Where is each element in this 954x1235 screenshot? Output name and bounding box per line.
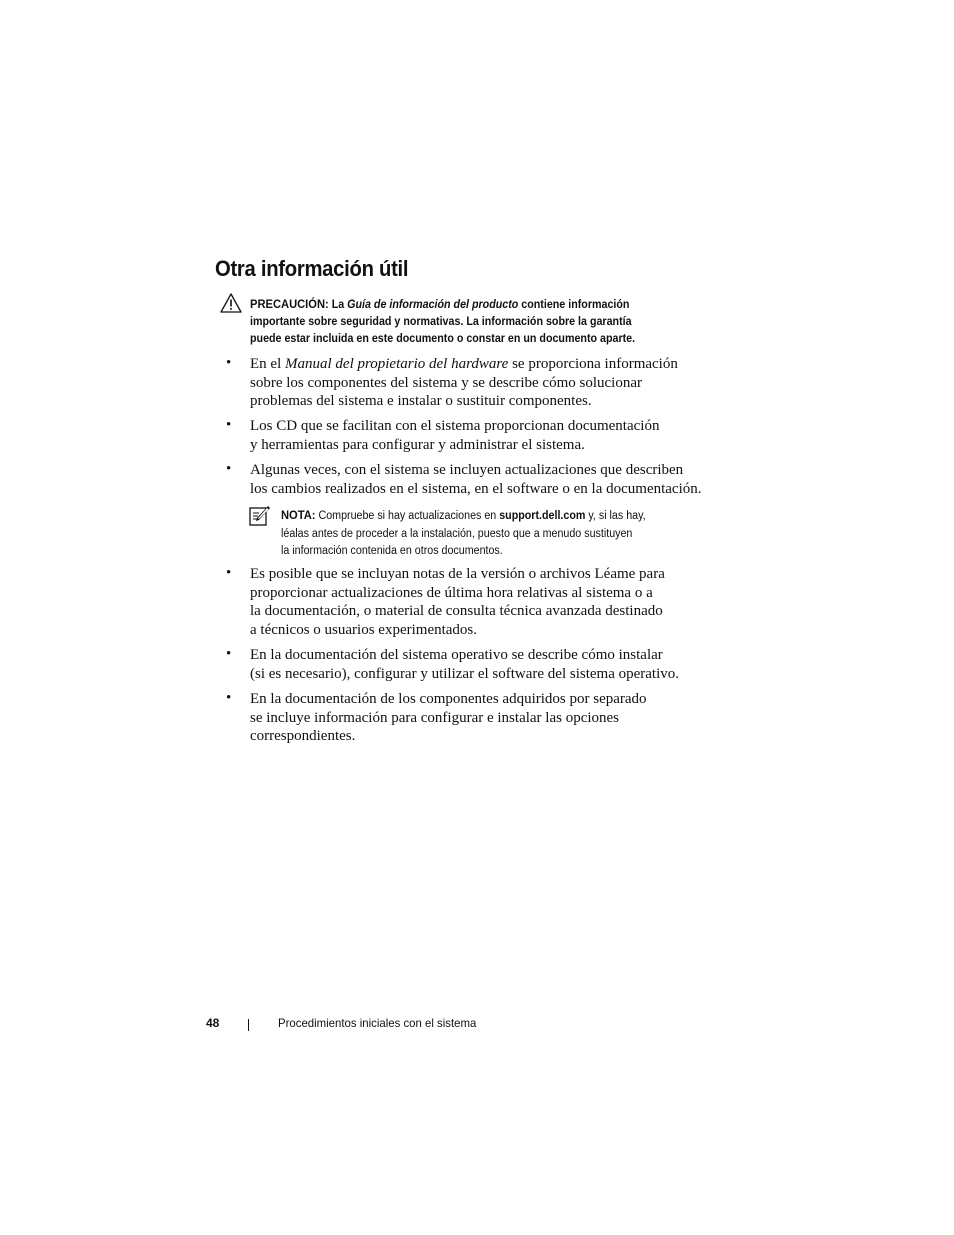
caution-line2: importante sobre seguridad y normativas. La información sobre la garantía [250,316,632,328]
bullet-symbol: • [226,646,232,662]
bullet-1-line3: problemas del sistema e instalar o sustituir componentes. [250,393,592,410]
bullet-2-line2: y herramientas para configurar y administrar el sistema. [250,436,585,453]
note-pencil-icon [249,505,271,527]
note-line1-post: y, si las hay, [585,510,646,522]
bullet-1-line1-post: se proporciona información [508,356,678,372]
bullet-3-line1: Algunas veces, con el sistema se incluyen actualizaciones que describen [250,462,684,478]
bullet-4-line1: Es posible que se incluyan notas de la versión o archivos Léame para [250,566,665,582]
list-item [250,690,730,746]
note-line3: la información contenida en otros documentos. [281,545,503,557]
bullet-5-line1: En la documentación del sistema operativo se describe cómo instalar [250,647,663,663]
footer-section-title: Procedimientos iniciales con el sistema [278,1016,477,1030]
caution-warning-icon [220,293,242,313]
support-link[interactable]: support.dell.com [499,510,586,522]
caution-italic-title: Guía de información del producto [347,299,519,311]
bullet-4-line2: proporcionar actualizaciones de última hora relativas al sistema o a [250,584,653,601]
note-line1-pre: Compruebe si hay actualizaciones en [315,510,500,522]
bullet-4-line3: la documentación, o material de consulta técnica avanzada destinado [250,603,663,620]
bullet-symbol: • [226,461,232,477]
bullet-4-line4: a técnicos o usuarios experimentados. [250,622,478,639]
bullet-1-line1-pre: En el [250,356,285,372]
list-item [250,461,730,498]
note-text [281,507,690,561]
caution-label: PRECAUCIÓN: [250,297,329,311]
caution-line1-rest: contiene información [518,299,630,311]
bullet-1-italic-title: Manual del propietario del hardware [285,356,509,372]
bullet-3-line2: los cambios realizados en el sistema, en el software o en la documentación. [250,480,702,497]
bullet-symbol: • [226,690,232,706]
caution-text [250,296,687,348]
note-label: NOTA: [281,508,316,522]
list-item [250,355,730,411]
list-item [250,565,730,640]
bullet-symbol: • [226,417,232,433]
bullet-symbol: • [226,355,232,371]
bullet-2-line1: Los CD que se facilitan con el sistema proporcionan documentación [250,418,660,434]
footer-separator [248,1019,249,1031]
bullet-6-line2: se incluye información para configurar e instalar las opciones [250,709,620,726]
list-item [250,646,730,683]
caution-line3: puede estar incluida en este documento o constar en un documento aparte. [250,333,636,345]
bullet-1-line2: sobre los componentes del sistema y se describe cómo solucionar [250,374,642,391]
bullet-6-line3: correspondientes. [250,728,356,745]
list-item [250,417,730,454]
page-number: 48 [206,1016,220,1030]
bullet-symbol: • [226,565,232,581]
section-heading: Otra información útil [215,256,409,281]
bullet-5-line2: (si es necesario), configurar y utilizar el software del sistema operativo. [250,665,680,682]
bullet-6-line1: En la documentación de los componentes adquiridos por separado [250,691,647,707]
note-line2: léalas antes de proceder a la instalación, puesto que a menudo sustituyen [281,527,633,540]
caution-lead: La [328,299,348,311]
